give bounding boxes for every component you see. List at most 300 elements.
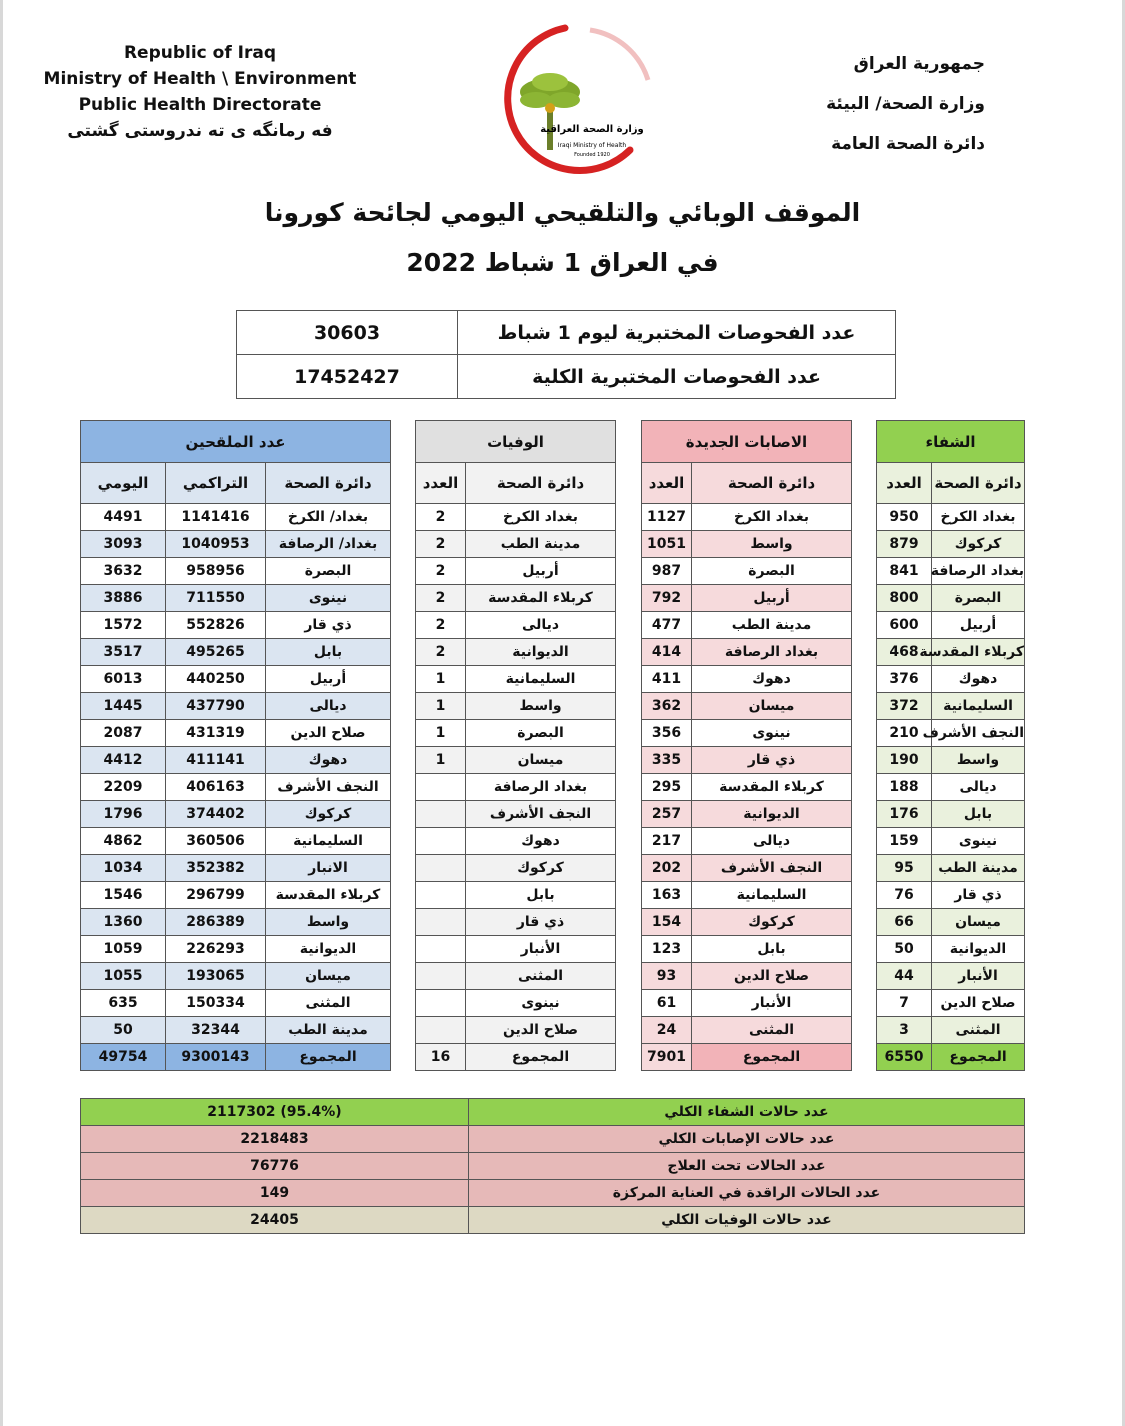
table-gap: [852, 801, 877, 828]
cell-vaccinated-directorate: ذي قار: [266, 612, 391, 639]
summary-value: 149: [81, 1180, 469, 1207]
total-recovery-label: المجموع: [932, 1044, 1025, 1071]
logo-text-en: Iraqi Ministry of Health: [557, 142, 627, 149]
table-gap: [852, 1044, 877, 1071]
cell-recovery-directorate: النجف الأشرف: [932, 720, 1025, 747]
cell-deaths-count: [416, 882, 466, 909]
cell-vaccinated-daily: 3632: [81, 558, 166, 585]
cell-recovery-count: 468: [877, 639, 932, 666]
cell-cases-directorate: مدينة الطب: [692, 612, 852, 639]
table-gap: [852, 720, 877, 747]
table-gap: [852, 558, 877, 585]
group-deaths: الوفيات: [416, 421, 616, 463]
table-gap: [616, 612, 642, 639]
cell-vaccinated-daily: 1546: [81, 882, 166, 909]
table-gap: [616, 774, 642, 801]
total-vaccinated-label: المجموع: [266, 1044, 391, 1071]
title-line-2: في العراق 1 شباط 2022: [406, 248, 719, 277]
table-gap: [391, 693, 416, 720]
table-gap: [852, 936, 877, 963]
cell-recovery-count: 76: [877, 882, 932, 909]
table-gap: [852, 990, 877, 1017]
cell-vaccinated-cumulative: 226293: [166, 936, 266, 963]
cell-vaccinated-cumulative: 296799: [166, 882, 266, 909]
cell-cases-count: 217: [642, 828, 692, 855]
table-gap: [852, 1017, 877, 1044]
table-row: [81, 585, 1025, 612]
cell-deaths-directorate: ديالى: [466, 612, 616, 639]
cell-recovery-count: 800: [877, 585, 932, 612]
cell-cases-count: 163: [642, 882, 692, 909]
cell-recovery-directorate: نينوى: [932, 828, 1025, 855]
table-gap: [852, 666, 877, 693]
table-gap: [616, 990, 642, 1017]
column-header-row: [81, 463, 1025, 504]
header-english-block: [40, 40, 360, 144]
cell-vaccinated-daily: 1796: [81, 801, 166, 828]
cell-cases-count: 123: [642, 936, 692, 963]
summary-row: [81, 1099, 1025, 1126]
cell-cases-directorate: البصرة: [692, 558, 852, 585]
table-gap: [391, 421, 416, 463]
table-gap: [391, 720, 416, 747]
logo-crescent-light: [590, 30, 648, 80]
table-gap: [616, 421, 642, 463]
table-gap: [391, 531, 416, 558]
table-gap: [391, 909, 416, 936]
total-deaths-label: المجموع: [466, 1044, 616, 1071]
cell-vaccinated-daily: 3517: [81, 639, 166, 666]
table-gap: [616, 666, 642, 693]
lab-tests-total-row: [237, 355, 896, 399]
table-gap: [852, 774, 877, 801]
cell-vaccinated-daily: 3093: [81, 531, 166, 558]
cell-recovery-directorate: ديالى: [932, 774, 1025, 801]
table-gap: [616, 801, 642, 828]
cell-recovery-directorate: كربلاء المقدسة: [932, 639, 1025, 666]
col-vaccinated-cumulative: التراكمي: [166, 463, 266, 504]
table-gap: [391, 855, 416, 882]
cell-vaccinated-daily: 2209: [81, 774, 166, 801]
cell-recovery-directorate: بابل: [932, 801, 1025, 828]
cell-deaths-directorate: بغداد الكرخ: [466, 504, 616, 531]
cell-vaccinated-daily: 1034: [81, 855, 166, 882]
cell-recovery-count: 210: [877, 720, 932, 747]
header-arabic-block: [826, 44, 985, 164]
header-ar-line-2: وزارة الصحة/ البيئة: [826, 94, 985, 114]
cell-cases-count: 202: [642, 855, 692, 882]
cell-vaccinated-directorate: المثنى: [266, 990, 391, 1017]
cell-recovery-count: 600: [877, 612, 932, 639]
cell-deaths-directorate: كركوك: [466, 855, 616, 882]
table-gap: [852, 585, 877, 612]
table-gap: [391, 990, 416, 1017]
table-gap: [391, 801, 416, 828]
table-row: [81, 693, 1025, 720]
cell-cases-count: 93: [642, 963, 692, 990]
daily-stats-body: [81, 504, 1025, 1044]
cell-deaths-count: 2: [416, 504, 466, 531]
cell-vaccinated-daily: 4491: [81, 504, 166, 531]
table-gap: [852, 909, 877, 936]
table-gap: [616, 504, 642, 531]
total-vaccinated-daily: 49754: [81, 1044, 166, 1071]
summary-row: [81, 1153, 1025, 1180]
cell-vaccinated-directorate: بغداد/ الكرخ: [266, 504, 391, 531]
col-cases-count: العدد: [642, 463, 692, 504]
cell-cases-count: 356: [642, 720, 692, 747]
cell-cases-count: 154: [642, 909, 692, 936]
cell-deaths-count: [416, 963, 466, 990]
col-cases-directorate: دائرة الصحة: [692, 463, 852, 504]
cell-vaccinated-directorate: بغداد/ الرصافة: [266, 531, 391, 558]
totals-row: [81, 1044, 1025, 1071]
cell-recovery-directorate: بغداد الكرخ: [932, 504, 1025, 531]
cell-cases-directorate: ميسان: [692, 693, 852, 720]
table-gap: [391, 963, 416, 990]
cell-vaccinated-directorate: الديوانية: [266, 936, 391, 963]
cell-deaths-directorate: كربلاء المقدسة: [466, 585, 616, 612]
cell-cases-count: 411: [642, 666, 692, 693]
cell-vaccinated-directorate: أربيل: [266, 666, 391, 693]
cell-deaths-directorate: بغداد الرصافة: [466, 774, 616, 801]
cell-vaccinated-directorate: النجف الأشرف: [266, 774, 391, 801]
cell-vaccinated-directorate: واسط: [266, 909, 391, 936]
logo-founded: Founded 1920: [574, 152, 610, 158]
table-gap: [616, 639, 642, 666]
cell-cases-count: 61: [642, 990, 692, 1017]
table-gap: [616, 936, 642, 963]
cell-cases-directorate: بغداد الكرخ: [692, 504, 852, 531]
summary-label: عدد الحالات تحت العلاج: [469, 1153, 1025, 1180]
summary-value: 2117302 (95.4%): [81, 1099, 469, 1126]
ministry-logo: [470, 20, 660, 180]
cell-recovery-count: 50: [877, 936, 932, 963]
cell-vaccinated-daily: 4412: [81, 747, 166, 774]
table-gap: [391, 639, 416, 666]
cell-cases-directorate: دهوك: [692, 666, 852, 693]
table-row: [81, 909, 1025, 936]
summary-value: 2218483: [81, 1126, 469, 1153]
cell-deaths-count: 2: [416, 558, 466, 585]
cell-cases-directorate: واسط: [692, 531, 852, 558]
table-gap: [391, 1044, 416, 1071]
summary-value: 76776: [81, 1153, 469, 1180]
lab-tests-daily-value: 30603: [237, 311, 458, 355]
cell-vaccinated-directorate: كركوك: [266, 801, 391, 828]
cell-cases-count: 414: [642, 639, 692, 666]
cell-cases-directorate: بابل: [692, 936, 852, 963]
total-recovery-count: 6550: [877, 1044, 932, 1071]
table-gap: [616, 1044, 642, 1071]
cell-vaccinated-daily: 1360: [81, 909, 166, 936]
col-recovery-directorate: دائرة الصحة: [932, 463, 1025, 504]
cell-recovery-directorate: البصرة: [932, 585, 1025, 612]
cell-vaccinated-cumulative: 437790: [166, 693, 266, 720]
cell-vaccinated-directorate: البصرة: [266, 558, 391, 585]
table-gap: [852, 882, 877, 909]
cell-deaths-count: [416, 828, 466, 855]
group-vaccinated: عدد الملقحين: [81, 421, 391, 463]
table-row: [81, 801, 1025, 828]
cell-vaccinated-daily: 635: [81, 990, 166, 1017]
cell-recovery-directorate: الأنبار: [932, 963, 1025, 990]
table-gap: [616, 1017, 642, 1044]
cell-recovery-directorate: أربيل: [932, 612, 1025, 639]
table-row: [81, 612, 1025, 639]
cell-deaths-directorate: النجف الأشرف: [466, 801, 616, 828]
summary-row: [81, 1207, 1025, 1234]
table-gap: [616, 720, 642, 747]
header-en-line-2: Ministry of Health \ Environment: [43, 69, 357, 89]
table-row: [81, 666, 1025, 693]
summary-label: عدد حالات الشفاء الكلي: [469, 1099, 1025, 1126]
cell-recovery-count: 159: [877, 828, 932, 855]
cell-deaths-count: [416, 774, 466, 801]
col-deaths-count: العدد: [416, 463, 466, 504]
cell-vaccinated-cumulative: 150334: [166, 990, 266, 1017]
cell-vaccinated-directorate: بابل: [266, 639, 391, 666]
table-gap: [391, 828, 416, 855]
cell-cases-count: 335: [642, 747, 692, 774]
cell-deaths-count: 1: [416, 693, 466, 720]
cell-deaths-directorate: المثنى: [466, 963, 616, 990]
cell-cases-count: 987: [642, 558, 692, 585]
col-vaccinated-daily: اليومي: [81, 463, 166, 504]
cell-cases-count: 257: [642, 801, 692, 828]
table-gap: [616, 828, 642, 855]
table-row: [81, 936, 1025, 963]
header-en-line-1: Republic of Iraq: [123, 43, 277, 63]
cell-vaccinated-directorate: ميسان: [266, 963, 391, 990]
cell-recovery-directorate: بغداد الرصافة: [932, 558, 1025, 585]
summary-value: 24405: [81, 1207, 469, 1234]
cell-recovery-directorate: كركوك: [932, 531, 1025, 558]
table-gap: [852, 612, 877, 639]
table-gap: [391, 585, 416, 612]
cell-vaccinated-directorate: كربلاء المقدسة: [266, 882, 391, 909]
cell-cases-count: 24: [642, 1017, 692, 1044]
table-gap: [391, 463, 416, 504]
cell-vaccinated-daily: 1445: [81, 693, 166, 720]
table-gap: [391, 504, 416, 531]
total-cases-label: المجموع: [692, 1044, 852, 1071]
logo-text-ar: وزارة الصحة العراقية: [540, 124, 644, 135]
cell-vaccinated-cumulative: 286389: [166, 909, 266, 936]
table-gap: [616, 882, 642, 909]
cell-recovery-count: 188: [877, 774, 932, 801]
cell-vaccinated-cumulative: 552826: [166, 612, 266, 639]
cell-deaths-count: 2: [416, 585, 466, 612]
cell-cases-directorate: الديوانية: [692, 801, 852, 828]
cell-vaccinated-cumulative: 1141416: [166, 504, 266, 531]
group-header-row: [81, 421, 1025, 463]
table-gap: [852, 747, 877, 774]
cumulative-summary-body: [81, 1099, 1025, 1234]
lab-tests-total-label: عدد الفحوصات المختبرية الكلية: [458, 355, 896, 399]
table-gap: [852, 963, 877, 990]
total-deaths-count: 16: [416, 1044, 466, 1071]
lab-tests-daily-row: [237, 311, 896, 355]
cell-deaths-count: [416, 990, 466, 1017]
cell-vaccinated-cumulative: 360506: [166, 828, 266, 855]
table-row: [81, 774, 1025, 801]
cell-vaccinated-cumulative: 431319: [166, 720, 266, 747]
cell-cases-count: 1127: [642, 504, 692, 531]
cell-deaths-count: [416, 855, 466, 882]
cell-recovery-count: 879: [877, 531, 932, 558]
table-row: [81, 990, 1025, 1017]
cell-recovery-count: 376: [877, 666, 932, 693]
cell-recovery-count: 841: [877, 558, 932, 585]
cell-recovery-count: 372: [877, 693, 932, 720]
table-gap: [616, 963, 642, 990]
table-row: [81, 963, 1025, 990]
table-gap: [391, 936, 416, 963]
table-gap: [616, 531, 642, 558]
cell-cases-directorate: كربلاء المقدسة: [692, 774, 852, 801]
cumulative-summary-table: [80, 1098, 1025, 1234]
cell-recovery-directorate: واسط: [932, 747, 1025, 774]
cell-deaths-count: 2: [416, 639, 466, 666]
table-gap: [616, 463, 642, 504]
table-row: [81, 639, 1025, 666]
cell-deaths-count: [416, 1017, 466, 1044]
cell-cases-directorate: بغداد الرصافة: [692, 639, 852, 666]
cell-recovery-count: 950: [877, 504, 932, 531]
cell-deaths-directorate: صلاح الدين: [466, 1017, 616, 1044]
summary-row: [81, 1180, 1025, 1207]
table-gap: [852, 531, 877, 558]
cell-vaccinated-cumulative: 958956: [166, 558, 266, 585]
table-gap: [616, 855, 642, 882]
cell-recovery-directorate: ذي قار: [932, 882, 1025, 909]
cell-deaths-count: [416, 909, 466, 936]
cell-vaccinated-cumulative: 352382: [166, 855, 266, 882]
cell-deaths-directorate: بابل: [466, 882, 616, 909]
cell-recovery-count: 44: [877, 963, 932, 990]
header-en-line-3: Public Health Directorate: [78, 95, 322, 115]
table-gap: [616, 585, 642, 612]
table-gap: [852, 828, 877, 855]
cell-deaths-directorate: أربيل: [466, 558, 616, 585]
cell-cases-directorate: ذي قار: [692, 747, 852, 774]
cell-vaccinated-daily: 1059: [81, 936, 166, 963]
cell-deaths-directorate: ميسان: [466, 747, 616, 774]
cell-vaccinated-directorate: ديالى: [266, 693, 391, 720]
table-gap: [391, 882, 416, 909]
cell-vaccinated-cumulative: 711550: [166, 585, 266, 612]
cell-cases-directorate: صلاح الدين: [692, 963, 852, 990]
total-cases-count: 7901: [642, 1044, 692, 1071]
cell-recovery-directorate: السليمانية: [932, 693, 1025, 720]
cell-vaccinated-cumulative: 440250: [166, 666, 266, 693]
table-gap: [616, 747, 642, 774]
cell-deaths-count: 1: [416, 720, 466, 747]
cell-deaths-count: [416, 801, 466, 828]
cell-vaccinated-cumulative: 1040953: [166, 531, 266, 558]
cell-deaths-count: 1: [416, 747, 466, 774]
table-row: [81, 828, 1025, 855]
cell-deaths-count: 1: [416, 666, 466, 693]
table-gap: [391, 666, 416, 693]
header-kurdish-line: فه رمانگه ی ته ندروستی گشتی: [67, 121, 333, 141]
table-gap: [616, 558, 642, 585]
summary-label: عدد الحالات الراقدة في العناية المركزة: [469, 1180, 1025, 1207]
palm-tree-icon: [520, 73, 580, 150]
cell-deaths-directorate: مدينة الطب: [466, 531, 616, 558]
table-gap: [391, 1017, 416, 1044]
cell-cases-directorate: الأنبار: [692, 990, 852, 1017]
cell-recovery-directorate: الديوانية: [932, 936, 1025, 963]
cell-deaths-directorate: ذي قار: [466, 909, 616, 936]
cell-vaccinated-cumulative: 411141: [166, 747, 266, 774]
table-row: [81, 747, 1025, 774]
cell-vaccinated-directorate: الانبار: [266, 855, 391, 882]
cell-recovery-count: 3: [877, 1017, 932, 1044]
cell-recovery-directorate: المثنى: [932, 1017, 1025, 1044]
cell-recovery-count: 66: [877, 909, 932, 936]
cell-cases-count: 295: [642, 774, 692, 801]
cell-deaths-directorate: الأنبار: [466, 936, 616, 963]
cell-vaccinated-cumulative: 193065: [166, 963, 266, 990]
cell-cases-count: 792: [642, 585, 692, 612]
cell-cases-directorate: كركوك: [692, 909, 852, 936]
table-gap: [852, 463, 877, 504]
cell-recovery-directorate: صلاح الدين: [932, 990, 1025, 1017]
cell-cases-count: 477: [642, 612, 692, 639]
lab-tests-table: [236, 310, 896, 399]
table-gap: [852, 639, 877, 666]
cell-deaths-directorate: دهوك: [466, 828, 616, 855]
cell-cases-directorate: السليمانية: [692, 882, 852, 909]
table-gap: [852, 421, 877, 463]
cell-recovery-directorate: ميسان: [932, 909, 1025, 936]
col-deaths-directorate: دائرة الصحة: [466, 463, 616, 504]
lab-tests-daily-label: عدد الفحوصات المختبرية ليوم 1 شباط: [458, 311, 896, 355]
col-vaccinated-directorate: دائرة الصحة: [266, 463, 391, 504]
cell-recovery-count: 176: [877, 801, 932, 828]
table-gap: [391, 612, 416, 639]
group-new-cases: الاصابات الجديدة: [642, 421, 852, 463]
cell-vaccinated-cumulative: 406163: [166, 774, 266, 801]
table-row: [81, 531, 1025, 558]
cell-deaths-directorate: نينوى: [466, 990, 616, 1017]
cell-cases-directorate: نينوى: [692, 720, 852, 747]
summary-label: عدد حالات الإصابات الكلي: [469, 1126, 1025, 1153]
table-row: [81, 855, 1025, 882]
table-gap: [852, 855, 877, 882]
cell-vaccinated-directorate: نينوى: [266, 585, 391, 612]
cell-recovery-directorate: دهوك: [932, 666, 1025, 693]
cell-vaccinated-directorate: صلاح الدين: [266, 720, 391, 747]
cell-vaccinated-daily: 50: [81, 1017, 166, 1044]
table-gap: [852, 693, 877, 720]
cell-vaccinated-directorate: السليمانية: [266, 828, 391, 855]
cell-deaths-directorate: واسط: [466, 693, 616, 720]
cell-recovery-count: 95: [877, 855, 932, 882]
cell-cases-directorate: أربيل: [692, 585, 852, 612]
cell-vaccinated-cumulative: 32344: [166, 1017, 266, 1044]
cell-deaths-directorate: البصرة: [466, 720, 616, 747]
summary-label: عدد حالات الوفيات الكلي: [469, 1207, 1025, 1234]
group-recovery: الشفاء: [877, 421, 1025, 463]
summary-row: [81, 1126, 1025, 1153]
cell-cases-directorate: المثنى: [692, 1017, 852, 1044]
table-gap: [391, 747, 416, 774]
cell-deaths-count: 2: [416, 612, 466, 639]
table-gap: [616, 909, 642, 936]
